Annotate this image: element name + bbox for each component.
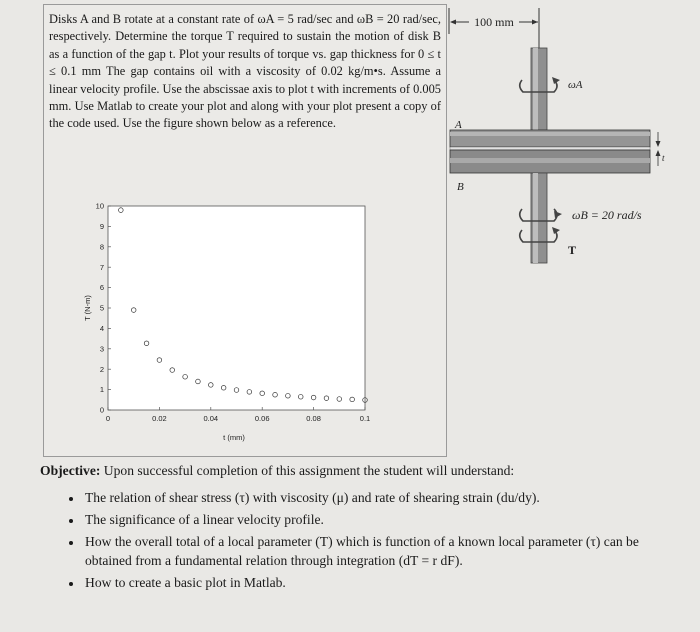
dimension-label: 100 mm — [474, 15, 514, 29]
problem-statement: Disks A and B rotate at a constant rate of ωA = 5 rad/sec and ωB = 20 rad/sec, respectively. Determine the torque T required to sustain the motion of disk B as a function of the gap t. Plot your results of torque vs. gap thickness for 0 ≤ t ≤ 0.1 mm The gap contains oil with a viscosity of 0.02 kg/m•s. Assume a linear velocity profile. Use the abscissae axis to plot t with increments of 0.005 mm. Use Matlab to create your plot and along with your plot present a copy of the code used. Use the figure shown below as a reference. — [49, 12, 441, 131]
disk-a-label: A — [455, 119, 462, 131]
disk-b-highlight — [450, 158, 650, 163]
x-tick-label: 0.08 — [306, 414, 321, 423]
x-axis-label: t (mm) — [223, 433, 245, 442]
x-tick-label: 0.1 — [359, 414, 371, 423]
y-tick-label: 2 — [99, 364, 104, 374]
gap-arrowhead-bottom — [656, 150, 661, 156]
x-tick-label: 0.02 — [152, 414, 167, 423]
y-tick-label: 5 — [99, 303, 104, 313]
objective-item: • How to create a basic plot in Matlab. — [83, 573, 685, 592]
oil-gap — [450, 147, 650, 150]
x-tick-label: 0.06 — [254, 414, 270, 423]
lower-shaft-highlight — [533, 173, 538, 263]
objective-intro-text: Upon successful completion of this assignment the student will understand: — [100, 463, 515, 478]
y-tick-label: 0 — [99, 405, 104, 415]
objective-section — [40, 461, 685, 595]
x-tick-label: 0.04 — [203, 414, 219, 423]
omega-a-label: ωA — [568, 79, 583, 91]
y-tick-label: 8 — [99, 242, 104, 252]
y-tick-label: 7 — [99, 262, 104, 272]
omega-b-label: ωB = 20 rad/s — [572, 208, 642, 222]
disk-b-label: B — [457, 181, 464, 193]
y-tick-label: 9 — [99, 222, 104, 231]
objective-item: • How the overall total of a local parameter (T) which is function of a known local parameter (τ) can be obtained from a fundamental relation through integration (dT = r dF). — [83, 532, 685, 570]
y-tick-label: 6 — [99, 283, 104, 293]
objective-heading: Objective: — [40, 463, 101, 478]
y-axis-label: T (N-m) — [83, 295, 92, 321]
y-tick-label: 10 — [95, 201, 104, 211]
gap-arrowhead-top — [656, 141, 661, 147]
y-tick-label: 1 — [99, 385, 104, 395]
disk-diagram — [447, 4, 700, 274]
disk-figure — [447, 4, 700, 279]
objective-list — [40, 488, 685, 592]
gap-label: t — [662, 153, 665, 163]
omega-b-arrowhead — [554, 211, 562, 218]
dimension-arrowhead-left — [450, 20, 456, 25]
disk-a-highlight — [450, 132, 650, 136]
torque-label: T — [568, 243, 577, 257]
plot-area — [108, 206, 365, 410]
x-tick-label: 0 — [105, 414, 111, 423]
plot-svg — [84, 196, 384, 446]
torque-vs-gap-plot — [84, 196, 384, 451]
objective-item: • The significance of a linear velocity profile. — [83, 510, 685, 529]
upper-shaft-highlight — [533, 48, 538, 130]
y-tick-label: 3 — [99, 344, 104, 354]
objective-item: • The relation of shear stress (τ) with viscosity (μ) and rate of shearing strain (du/dy). — [83, 488, 685, 507]
objective-intro — [40, 461, 685, 480]
y-tick-label: 4 — [99, 324, 104, 333]
dimension-arrowhead-right — [532, 20, 538, 25]
